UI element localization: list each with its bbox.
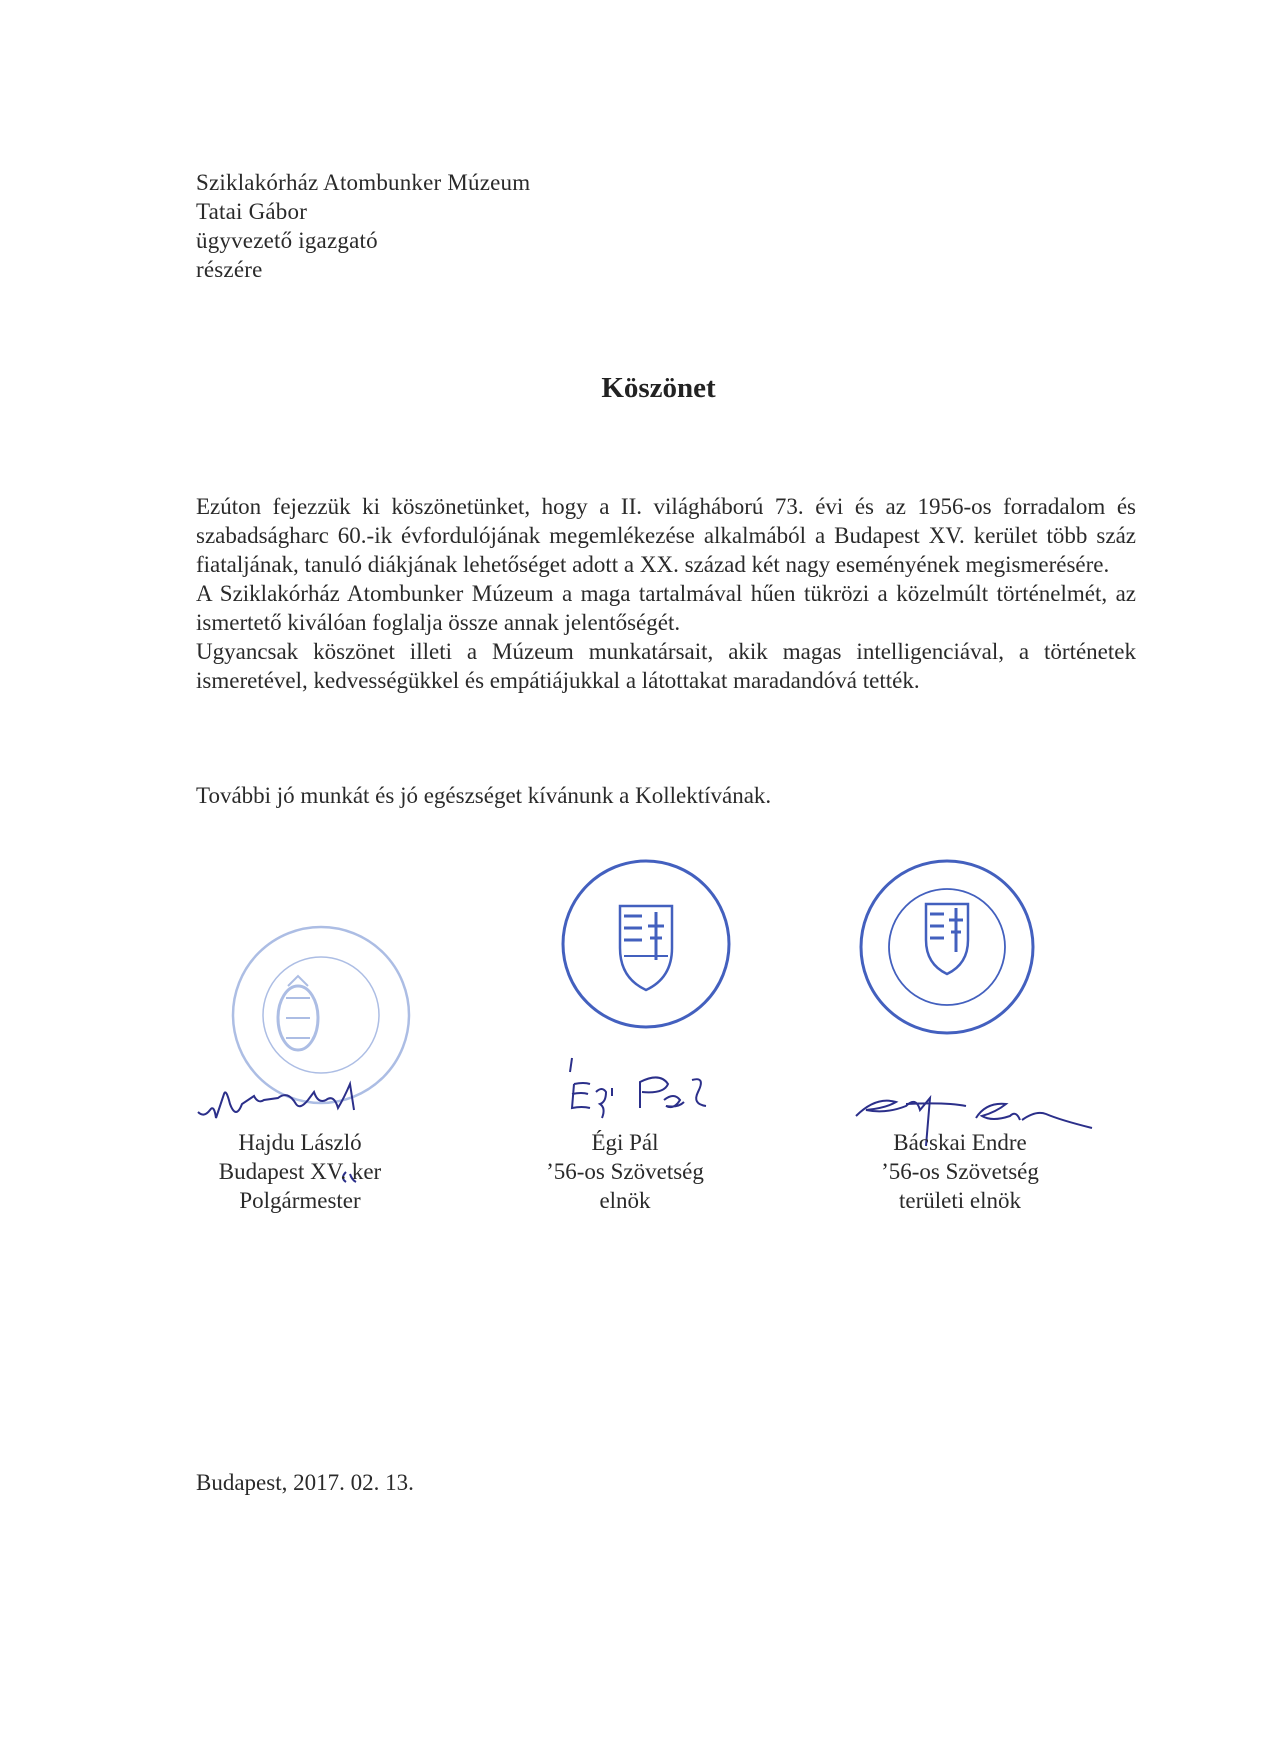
letter-title: Köszönet (601, 372, 716, 404)
district-president-stamp-graphic (856, 856, 1038, 1038)
closing-wish: További jó munkát és jó egészséget kívánunk a Kollektívának. (196, 783, 772, 808)
letter-body (196, 492, 1136, 695)
signer-role: ’56-os Szövetség (546, 1159, 704, 1184)
signer-name: Bácskai Endre (893, 1130, 1027, 1155)
recipient-position: ügyvezető igazgató (196, 228, 378, 253)
signer-name: Hajdu László (238, 1130, 362, 1155)
body-paragraph-3: Ugyancsak köszönet illeti a Múzeum munkatársait, akik magas intelligenciával, a történetek ismeretével, kedvességükkel és empátiájukkal a látottakat maradandóvá tették. (196, 639, 1136, 693)
national-president-stamp (558, 856, 734, 1032)
letter-date: Budapest, 2017. 02. 13. (196, 1470, 414, 1495)
national-president-stamp-graphic (558, 856, 734, 1032)
egi-signature (566, 1052, 716, 1127)
signer-hajdu (181, 1128, 419, 1215)
district-president-stamp (856, 856, 1038, 1038)
signer-role: elnök (599, 1188, 651, 1213)
signer-role: Polgármester (239, 1188, 361, 1213)
signer-role: ’56-os Szövetség (881, 1159, 1039, 1184)
body-paragraph-1: Ezúton fejezzük ki köszönetünket, hogy a II. világháború 73. évi és az 1956-os forradalom és szabadságharc 60.-ik évfordulójának megemlékezése alkalmából a Budapest XV. kerület több száz fiataljának, tanuló diákjának lehetőséget adott a XX. század két nagy eseményének megismerésére. (196, 494, 1136, 577)
signer-bacskai (860, 1128, 1060, 1215)
egi-signature-graphic (566, 1052, 716, 1122)
recipient-for: részére (196, 257, 263, 282)
recipient-name: Tatai Gábor (196, 199, 308, 224)
signer-name: Égi Pál (591, 1130, 659, 1155)
signer-egi (525, 1128, 725, 1215)
recipient-block (196, 168, 530, 284)
body-paragraph-2: A Sziklakórház Atombunker Múzeum a maga tartalmával hűen tükrözi a közelmúlt történelmét, az ismertető kiválóan foglalja össze annak jelentőségét. (196, 581, 1136, 635)
signer-role: Budapest XV. ker (218, 1159, 382, 1184)
recipient-institution: Sziklakórház Atombunker Múzeum (196, 170, 531, 195)
signer-role: területi elnök (899, 1188, 1021, 1213)
